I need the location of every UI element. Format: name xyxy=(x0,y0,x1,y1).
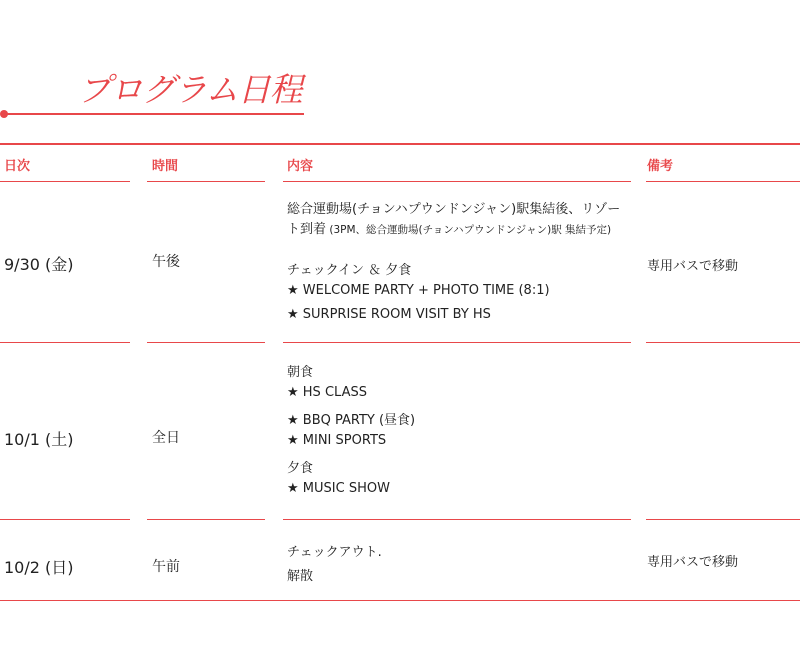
content-item-note: (3PM、総合運動場(チョンハプウンドンジャン)駅 集結予定) xyxy=(326,224,612,236)
header-content: 内容 xyxy=(287,159,314,174)
row-time: 午前 xyxy=(152,559,180,575)
row-date: 10/1 (土) xyxy=(4,430,74,449)
content-item: 朝食 xyxy=(287,365,314,380)
table-bottom-rule xyxy=(0,600,800,601)
content-item: チェックアウト. xyxy=(287,545,382,560)
row-note: 専用バスで移動 xyxy=(647,259,739,274)
content-item: ★ MINI SPORTS xyxy=(287,433,387,448)
row-divider xyxy=(283,342,631,343)
row-divider xyxy=(646,342,800,343)
header-note: 備考 xyxy=(647,159,674,174)
row-note: 専用バスで移動 xyxy=(647,555,739,570)
title-underline xyxy=(4,113,304,115)
row-divider xyxy=(283,519,631,520)
row-date: 10/2 (日) xyxy=(4,558,74,577)
row-time: 全日 xyxy=(152,430,180,446)
header-time: 時間 xyxy=(152,159,179,174)
row-content-assembly xyxy=(287,199,632,239)
header-date: 日次 xyxy=(4,159,31,174)
row-divider xyxy=(147,519,265,520)
row-divider xyxy=(646,519,800,520)
row-divider xyxy=(0,342,130,343)
header-divider-date xyxy=(0,181,130,182)
row-divider xyxy=(0,519,130,520)
header-divider-note xyxy=(646,181,800,182)
header-divider-time xyxy=(147,181,265,182)
header-divider-content xyxy=(283,181,631,182)
content-item: ★ MUSIC SHOW xyxy=(287,481,390,496)
content-item: ★ BBQ PARTY (昼食) xyxy=(287,413,416,428)
content-item: 夕食 xyxy=(287,461,314,476)
content-item: チェックイン ＆ 夕食 xyxy=(287,263,412,278)
row-divider xyxy=(147,342,265,343)
row-date: 9/30 (金) xyxy=(4,255,74,274)
row-time: 午後 xyxy=(152,254,180,270)
page-title: プログラム日程 xyxy=(78,70,302,109)
content-item: 総合運動場(チョンハプウンドンジャン)駅集結後、リゾート到着 xyxy=(287,202,621,237)
content-item: ★ WELCOME PARTY + PHOTO TIME (8:1) xyxy=(287,283,550,298)
content-item: ★ HS CLASS xyxy=(287,385,367,400)
table-top-rule xyxy=(0,143,800,145)
content-item: ★ SURPRISE ROOM VISIT BY HS xyxy=(287,307,491,322)
content-item: 解散 xyxy=(287,569,314,584)
